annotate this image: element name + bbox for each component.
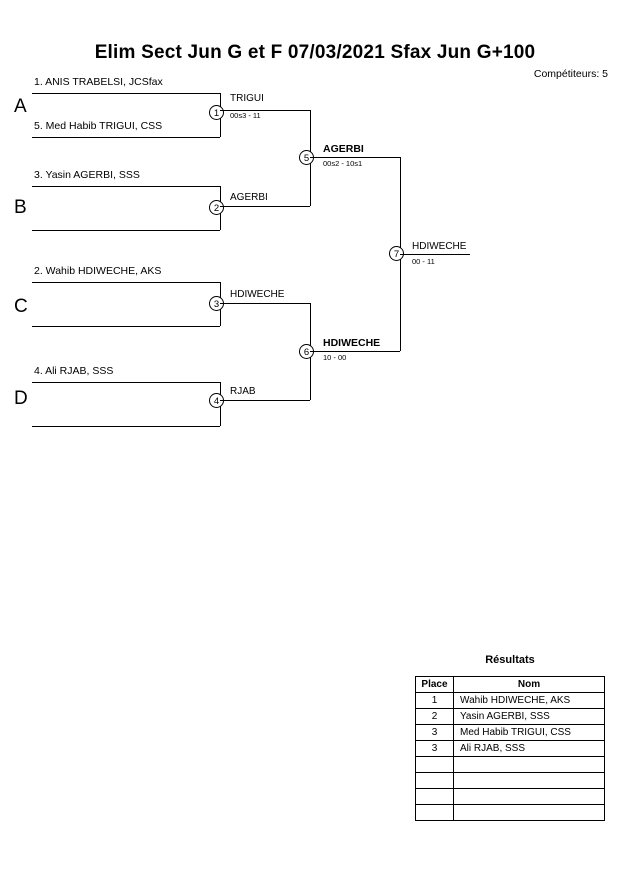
result-name: Ali RJAB, SSS xyxy=(454,741,605,757)
table-row xyxy=(416,693,605,709)
table-row xyxy=(416,709,605,725)
table-row xyxy=(416,789,605,805)
result-place: 1 xyxy=(416,693,454,709)
bracket-line xyxy=(32,93,220,94)
bracket-line xyxy=(220,110,310,111)
result-place xyxy=(416,789,454,805)
entry-label-2: 5. Med Habib TRIGUI, CSS xyxy=(34,120,163,132)
result-place xyxy=(416,805,454,821)
result-place xyxy=(416,773,454,789)
bracket-line xyxy=(32,230,220,231)
bracket-line xyxy=(32,186,220,187)
table-row xyxy=(416,805,605,821)
bracket-line xyxy=(32,426,220,427)
match-number-5[interactable]: 5 xyxy=(299,150,314,165)
table-row xyxy=(416,741,605,757)
match-score-7: 00 - 11 xyxy=(412,257,435,266)
bracket-line xyxy=(400,254,470,255)
result-name: Med Habib TRIGUI, CSS xyxy=(454,725,605,741)
match-winner-6: HDIWECHE xyxy=(323,337,381,349)
match-winner-4: RJAB xyxy=(230,386,256,397)
result-name xyxy=(454,773,605,789)
competitors-count: Compétiteurs: 5 xyxy=(533,68,608,80)
table-row xyxy=(416,773,605,789)
match-number-7[interactable]: 7 xyxy=(389,246,404,261)
match-number-6[interactable]: 6 xyxy=(299,344,314,359)
group-letter-a: A xyxy=(14,96,27,117)
page-title: Elim Sect Jun G et F 07/03/2021 Sfax Jun G+100 xyxy=(94,42,536,63)
bracket-line xyxy=(32,382,220,383)
match-score-5: 00s2 - 10s1 xyxy=(323,159,363,168)
results-table xyxy=(415,676,605,821)
result-place: 2 xyxy=(416,709,454,725)
match-winner-5: AGERBI xyxy=(323,143,364,155)
entry-label-3: 3. Yasin AGERBI, SSS xyxy=(34,169,140,181)
match-winner-2: AGERBI xyxy=(230,192,268,203)
result-place xyxy=(416,757,454,773)
match-winner-1: TRIGUI xyxy=(230,93,264,104)
bracket-line xyxy=(220,303,310,304)
match-number-2[interactable]: 2 xyxy=(209,200,224,215)
table-row xyxy=(416,725,605,741)
match-score-1: 00s3 - 11 xyxy=(230,111,261,120)
result-name xyxy=(454,805,605,821)
match-winner-7: HDIWECHE xyxy=(412,241,467,252)
results-title: Résultats xyxy=(485,654,535,666)
bracket-line xyxy=(310,157,400,158)
column-header-place: Place xyxy=(416,677,454,693)
column-header-nom: Nom xyxy=(454,677,605,693)
result-name xyxy=(454,757,605,773)
result-place: 3 xyxy=(416,725,454,741)
result-name: Wahib HDIWECHE, AKS xyxy=(454,693,605,709)
group-letter-d: D xyxy=(14,388,28,409)
match-number-1[interactable]: 1 xyxy=(209,105,224,120)
bracket-line xyxy=(32,326,220,327)
table-header-row xyxy=(416,677,605,693)
group-letter-b: B xyxy=(14,197,27,218)
match-number-4[interactable]: 4 xyxy=(209,393,224,408)
entry-label-7: 4. Ali RJAB, SSS xyxy=(34,365,114,377)
result-name xyxy=(454,789,605,805)
bracket-line xyxy=(32,282,220,283)
bracket-line xyxy=(310,351,400,352)
entry-label-1: 1. ANIS TRABELSI, JCSfax xyxy=(34,76,163,88)
group-letter-c: C xyxy=(14,296,28,317)
bracket-line xyxy=(220,400,310,401)
bracket-line xyxy=(32,137,220,138)
table-row xyxy=(416,757,605,773)
match-score-6: 10 - 00 xyxy=(323,353,347,362)
result-place: 3 xyxy=(416,741,454,757)
bracket-line xyxy=(220,206,310,207)
match-number-3[interactable]: 3 xyxy=(209,296,224,311)
result-name: Yasin AGERBI, SSS xyxy=(454,709,605,725)
entry-label-5: 2. Wahib HDIWECHE, AKS xyxy=(34,265,162,277)
match-winner-3: HDIWECHE xyxy=(230,289,285,300)
